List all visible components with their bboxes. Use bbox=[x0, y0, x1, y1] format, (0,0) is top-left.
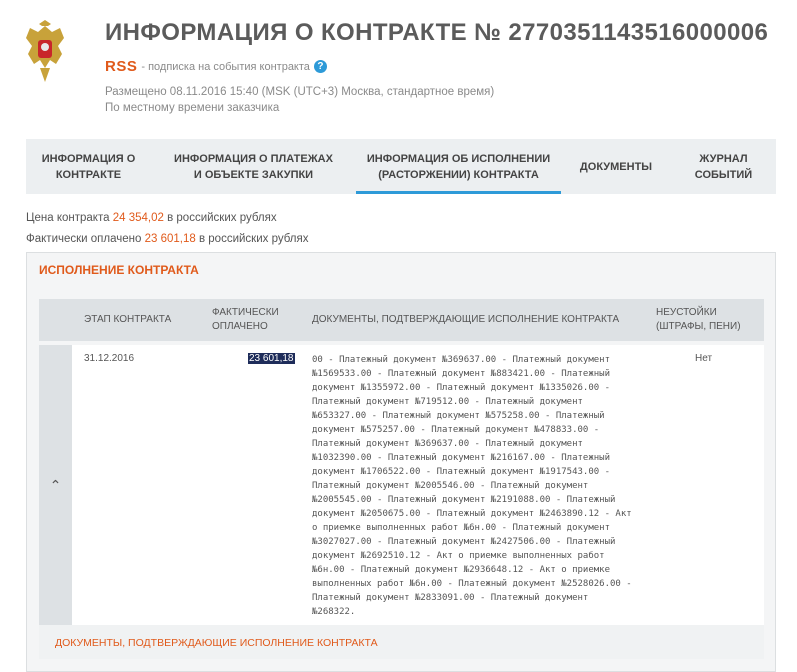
col-paid: ФАКТИЧЕСКИ ОПЛАЧЕНО bbox=[212, 307, 279, 332]
tab-contract-info[interactable]: ИНФОРМАЦИЯ О КОНТРАКТЕ bbox=[41, 152, 136, 181]
row-documents: 00 - Платежный документ №369637.00 - Платежный документ №1569533.00 - Платежный документ №883421.00 - Платежный документ №1355972.00 - Платежный документ №1335026.00 - Платежный документ №719512.00 - Платежный документ №653327.00 - Платежный документ №575258.00 - Платежный документ №575257.00 - Платежный документ №478833.00 - Платежный документ №369637.00 - Платежный документ №1032390.00 - Платежный документ №216167.00 - Платежный документ №1706522.00 - Платежный документ №1917543.00 - Платежный документ №2005546.00 - Платежный документ №2005545.00 - Платежный документ №2191088.00 - Платежный документ №2050675.00 - Платежный документ №2463890.12 - Акт о приемке выполненных работ №6н.00 - Платежный документ №3027027.00 - Платежный документ №2427506.00 - Платежный документ №2692510.12 - Акт о приемке выполненных работ №6н.00 - Платежный документ №2936648.12 - Акт о приемке выполненных работ №6н.00 - Платежный документ №2528026.00 - Платежный документ №2833091.00 - Платежный документ №268322. bbox=[312, 355, 632, 617]
posted-info bbox=[105, 84, 494, 116]
paid-value: 23 601,18 bbox=[144, 233, 196, 245]
execution-panel bbox=[26, 252, 776, 672]
rss-link[interactable]: RSS bbox=[105, 58, 138, 75]
col-docs: ДОКУМЕНТЫ, ПОДТВЕРЖДАЮЩИЕ ИСПОЛНЕНИЕ КОНТРАКТА bbox=[312, 314, 620, 325]
price-value: 24 354,02 bbox=[112, 212, 164, 224]
actually-paid: Фактически оплачено 23 601,18 в российских рублях bbox=[26, 233, 309, 245]
subscribe-text: - подписка на события контракта bbox=[141, 60, 310, 73]
table-header bbox=[39, 299, 764, 341]
help-icon[interactable]: ? bbox=[314, 60, 327, 73]
posted-timezone: По местному времени заказчика bbox=[105, 102, 280, 114]
panel-title: ИСПОЛНЕНИЕ КОНТРАКТА bbox=[39, 263, 199, 277]
tab-event-log[interactable]: ЖУРНАЛ СОБЫТИЙ bbox=[694, 152, 753, 181]
tab-documents[interactable]: ДОКУМЕНТЫ bbox=[579, 160, 653, 173]
row-penalties: Нет bbox=[695, 353, 713, 364]
posted-date: Размещено 08.11.2016 15:40 (MSK (UTC+3) Москва, стандартное время) bbox=[105, 86, 495, 98]
col-stage: ЭТАП КОНТРАКТА bbox=[84, 314, 172, 325]
tab-execution[interactable]: ИНФОРМАЦИЯ ОБ ИСПОЛНЕНИИ (РАСТОРЖЕНИИ) КОНТРАКТА bbox=[356, 139, 561, 194]
tab-bar bbox=[26, 139, 776, 194]
col-penalties: НЕУСТОЙКИ (ШТРАФЫ, ПЕНИ) bbox=[656, 307, 741, 332]
chevron-up-icon: ⌃ bbox=[49, 476, 62, 493]
row-amount: 23 601,18 bbox=[249, 353, 294, 364]
table-row bbox=[39, 345, 764, 625]
rss-line bbox=[105, 58, 327, 75]
tab-payments[interactable]: ИНФОРМАЦИЯ О ПЛАТЕЖАХ И ОБЪЕКТЕ ЗАКУПКИ bbox=[174, 152, 333, 181]
supporting-documents-link[interactable]: ДОКУМЕНТЫ, ПОДТВЕРЖДАЮЩИЕ ИСПОЛНЕНИЕ КОНТРАКТА bbox=[39, 625, 764, 659]
row-date: 31.12.2016 bbox=[84, 353, 135, 364]
collapse-toggle[interactable] bbox=[39, 345, 72, 625]
contract-price: Цена контракта 24 354,02 в российских рублях bbox=[26, 212, 277, 224]
coat-of-arms-icon bbox=[22, 20, 68, 88]
page-title: ИНФОРМАЦИЯ О КОНТРАКТЕ № 2770351143516000006 bbox=[105, 19, 769, 46]
